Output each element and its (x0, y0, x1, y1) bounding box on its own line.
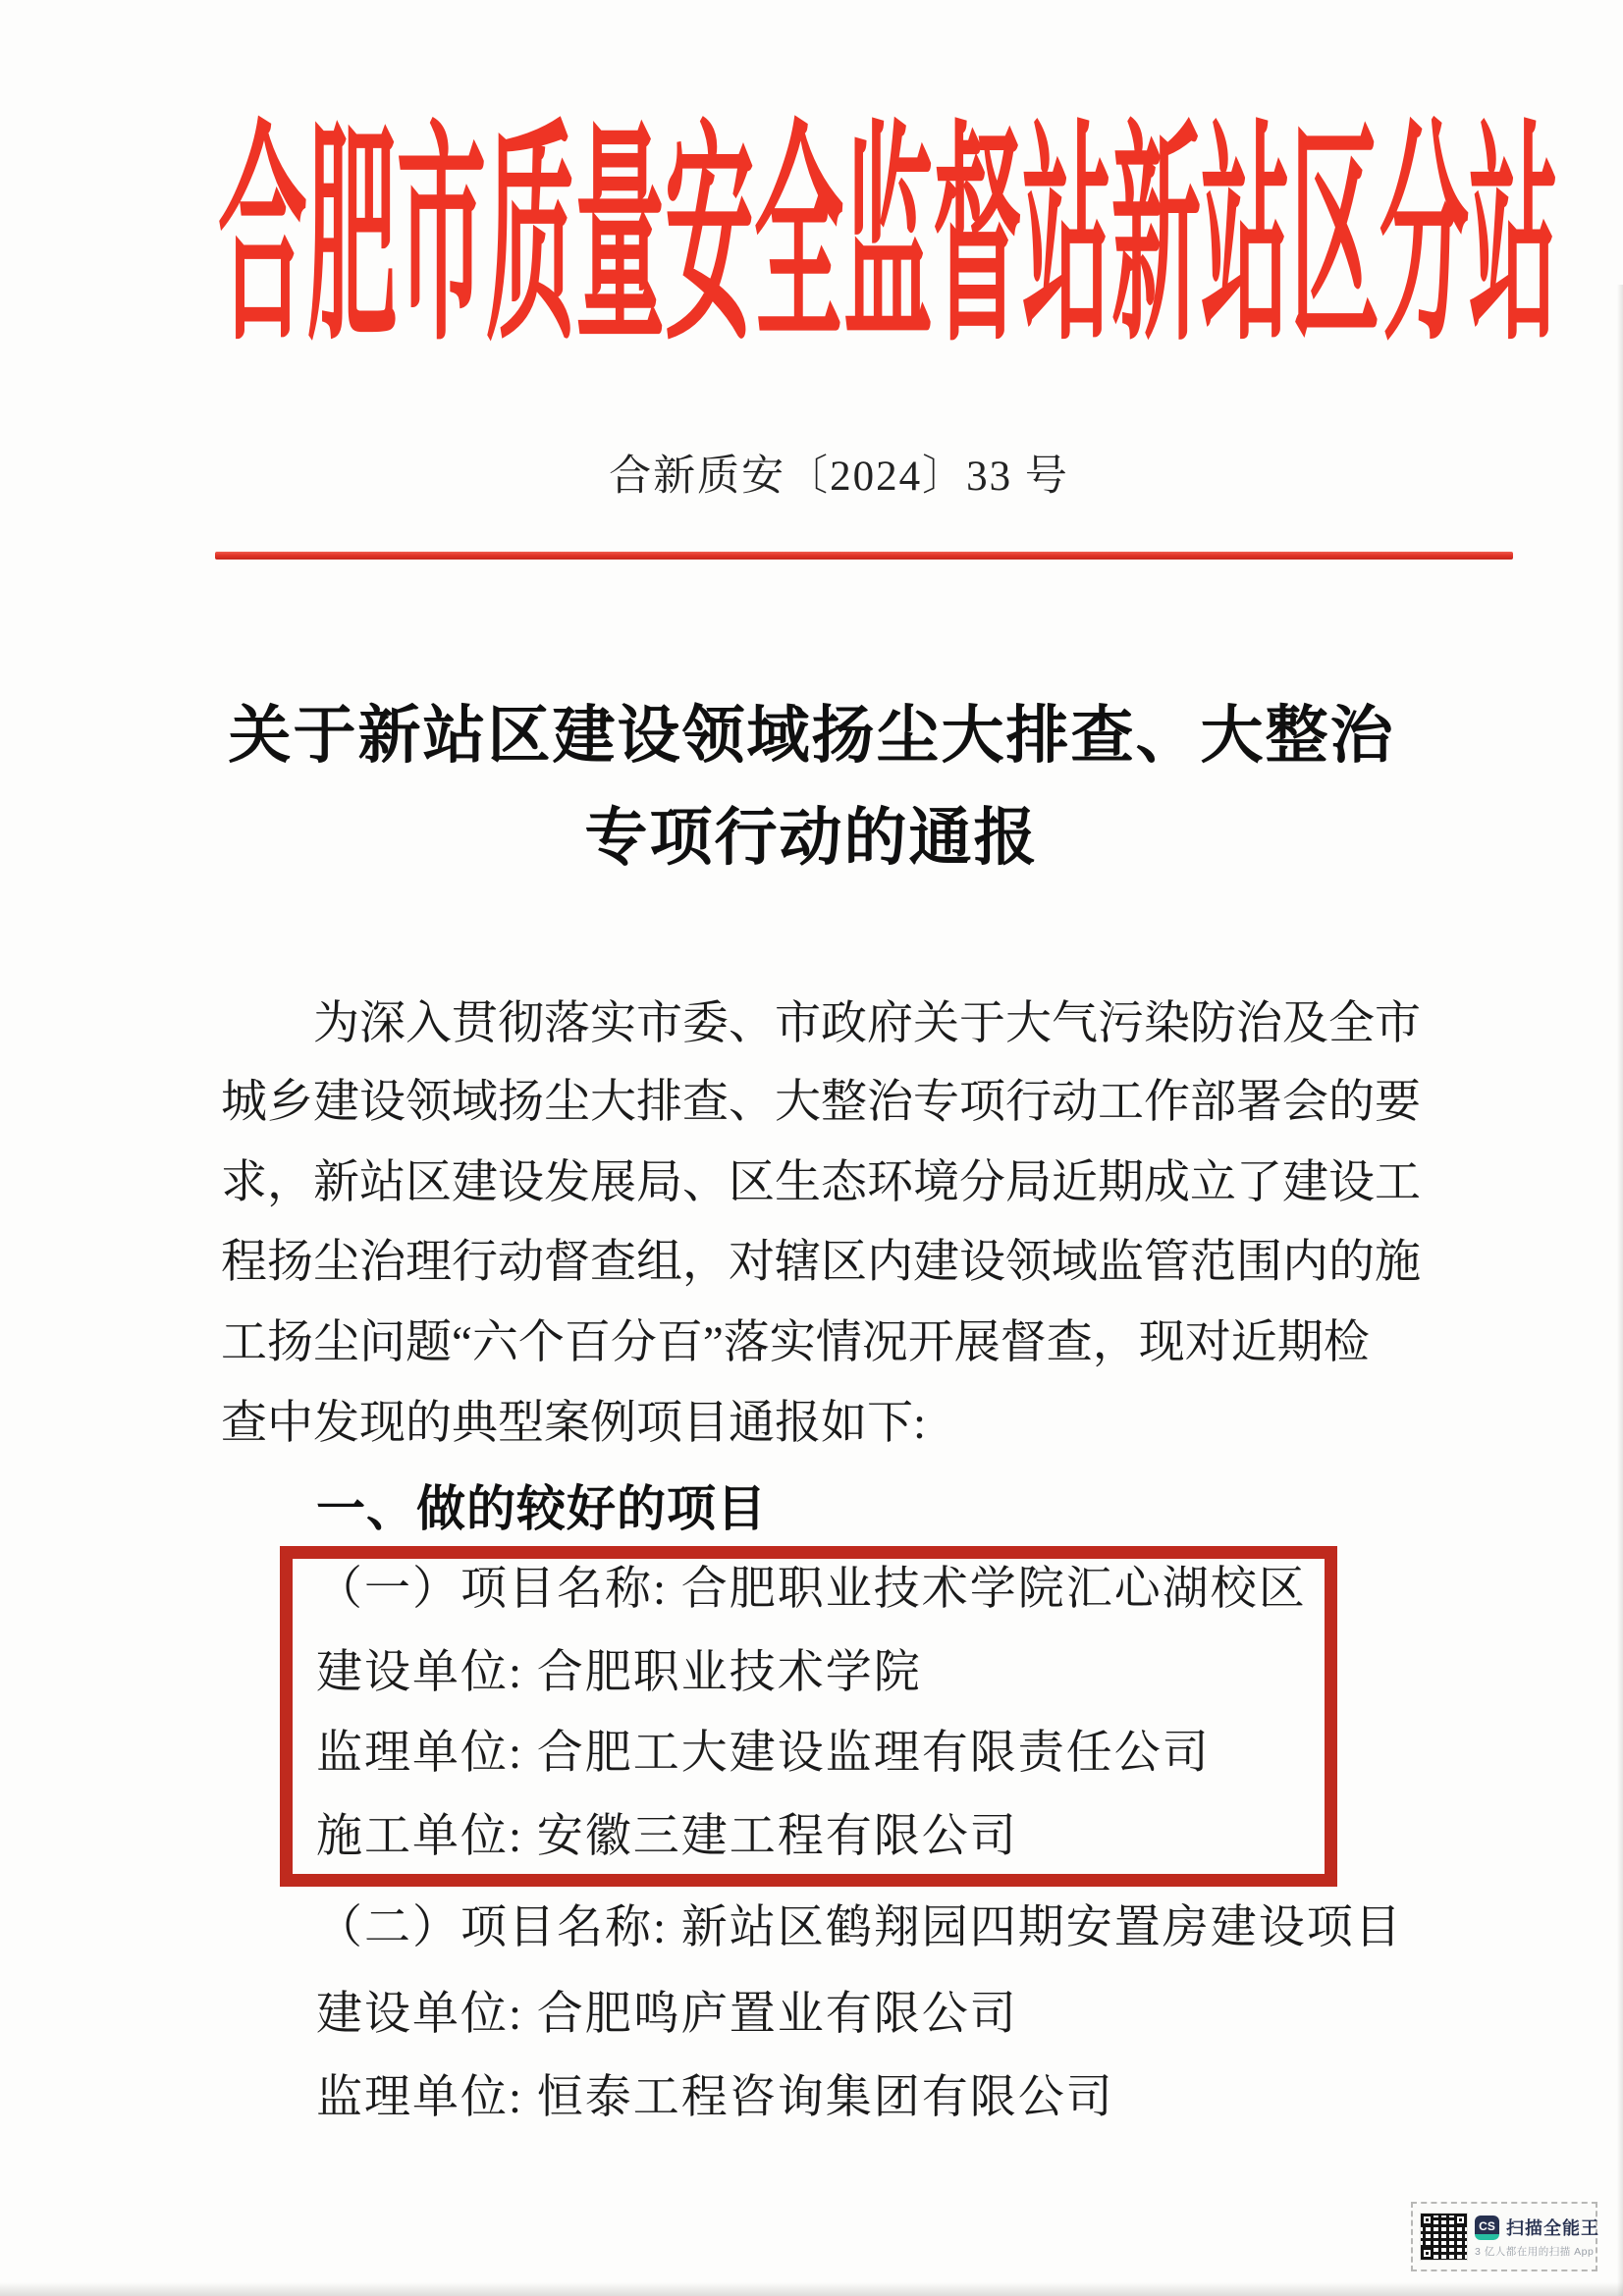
project1-contractor-line: 施工单位: 安徽三建工程有限公司 (316, 1811, 1018, 1862)
scan-edge-shadow-right (1617, 285, 1623, 2296)
qr-finder-pattern (1454, 2214, 1467, 2226)
qr-finder-pattern (1421, 2214, 1434, 2226)
camscanner-app-icon: CS (1475, 2216, 1499, 2240)
section-heading-good-projects: 一、做的较好的项目 (316, 1481, 767, 1536)
document-number: 合新质安〔2024〕33 号 (609, 454, 1069, 500)
project2-supervisor-line: 监理单位: 恒泰工程咨询集团有限公司 (316, 2072, 1114, 2123)
letterhead-agency-title: 合肥市质量安全监督站新站区分站 (218, 108, 1559, 369)
camscanner-watermark-badge (1411, 2202, 1597, 2271)
body-paragraph-line: 城乡建设领域扬尘大排查、大整治专项行动工作部署会的要 (221, 1077, 1421, 1128)
document-title-line2: 专项行动的通报 (584, 803, 1039, 873)
watermark-tagline: 3 亿人都在用的扫描 App (1475, 2246, 1595, 2258)
project1-name-line: （一）项目名称: 合肥职业技术学院汇心湖校区 (316, 1564, 1307, 1615)
document-title-line1: 关于新站区建设领域扬尘大排查、大整治 (228, 701, 1395, 771)
watermark-brand-name: 扫描全能王 (1506, 2218, 1599, 2238)
body-paragraph-line: 程扬尘治理行动督查组，对辖区内建设领域监管范围内的施 (221, 1237, 1421, 1288)
project1-owner-line: 建设单位: 合肥职业技术学院 (316, 1647, 922, 1698)
project2-owner-line: 建设单位: 合肥鸣庐置业有限公司 (316, 1989, 1018, 2040)
project2-name-line: （二）项目名称: 新站区鹤翔园四期安置房建设项目 (316, 1902, 1403, 1953)
watermark-text-block (1475, 2215, 1599, 2259)
qr-code (1421, 2214, 1467, 2260)
body-paragraph-line: 工扬尘问题“六个百分百”落实情况开展督查，现对近期检 (221, 1317, 1370, 1368)
letterhead-divider-line (215, 552, 1513, 560)
qr-finder-pattern (1421, 2247, 1434, 2260)
document-title (0, 685, 1623, 889)
project1-supervisor-line: 监理单位: 合肥工大建设监理有限责任公司 (316, 1728, 1211, 1779)
body-paragraph-line: 为深入贯彻落实市委、市政府关于大气污染防治及全市 (313, 998, 1421, 1049)
body-paragraph-line: 求，新站区建设发展局、区生态环境分局近期成立了建设工 (221, 1157, 1421, 1208)
scan-edge-shadow-bottom (0, 2282, 1623, 2296)
body-paragraph-line: 查中发现的典型案例项目通报如下: (221, 1398, 927, 1449)
